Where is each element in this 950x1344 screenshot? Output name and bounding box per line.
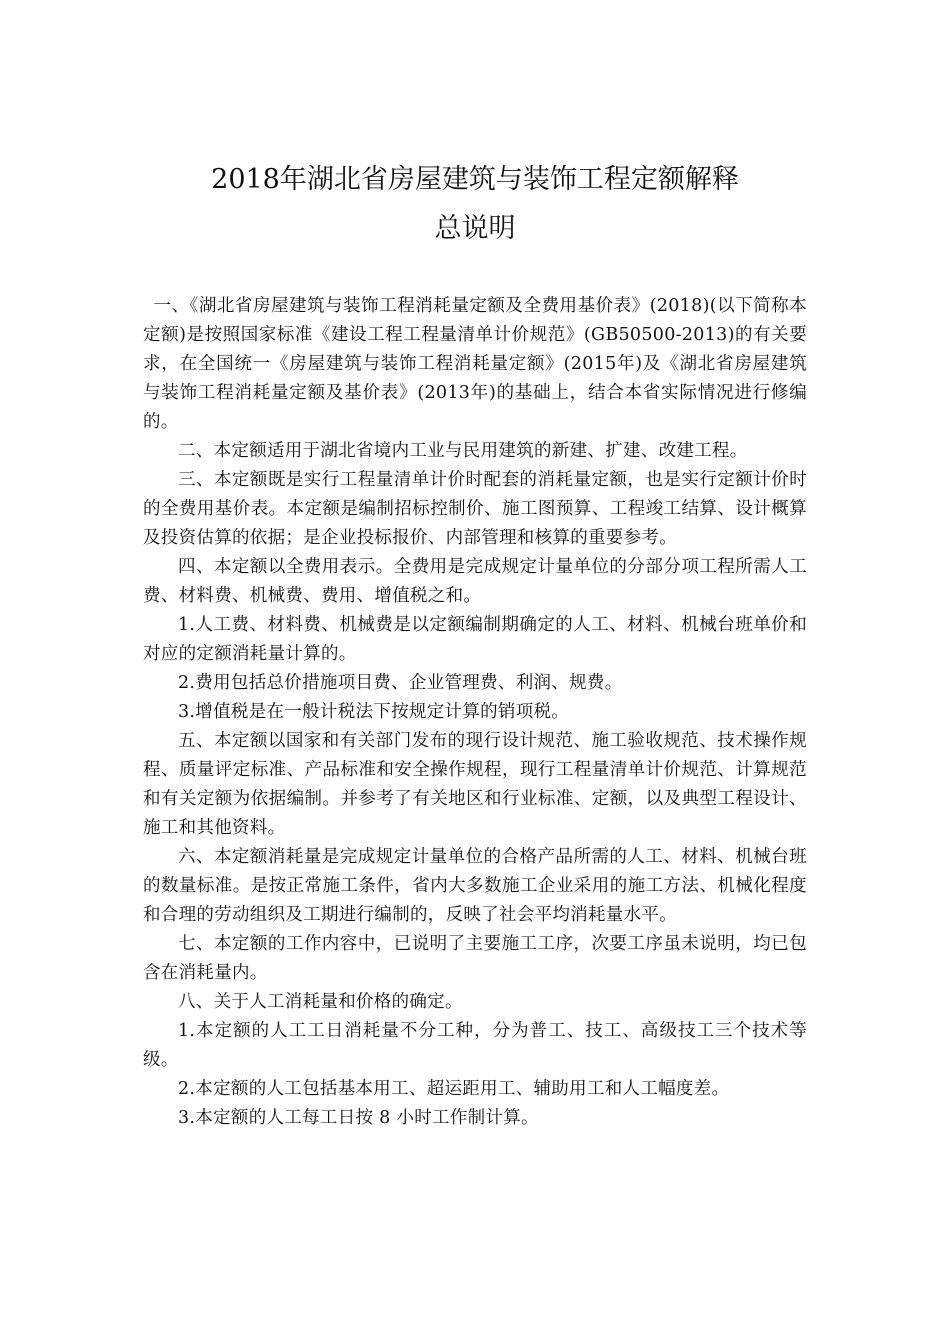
document-title: 2018年湖北省房屋建筑与装饰工程定额解释	[211, 164, 739, 195]
paragraph-4-item-3: 3.增值税是在一般计税法下按规定计算的销项税。	[178, 702, 570, 722]
paragraph-4: 四、本定额以全费用表示。全费用是完成规定计量单位的分部分项工程所需人工费、材料费、机械费、费用、增值税之和。	[143, 557, 807, 606]
paragraph-8-item-2: 2.本定额的人工包括基本用工、超运距用工、辅助用工和人工幅度差。	[178, 1079, 730, 1099]
paragraph-3: 三、本定额既是实行工程量清单计价时配套的消耗量定额，也是实行定额计价时的全费用基价表。本定额是编制招标控制价、施工图预算、工程竣工结算、设计概算及投资估算的依据；是企业投标报价、内部管理和核算的重要参考。	[143, 470, 807, 548]
paragraph-2: 二、本定额适用于湖北省境内工业与民用建筑的新建、扩建、改建工程。	[178, 441, 748, 461]
document-subtitle: 总说明	[434, 213, 516, 244]
paragraph-4-item-2: 2.费用包括总价措施项目费、企业管理费、利润、规费。	[178, 673, 623, 693]
paragraph-8-item-1: 1.本定额的人工工日消耗量不分工种，分为普工、技工、高级技工三个技术等级。	[143, 1021, 807, 1070]
paragraph-1: 一、《湖北省房屋建筑与装饰工程消耗量定额及全费用基价表》(2018)(以下简称本定额)是按照国家标准《建设工程工程量清单计价规范》(GB50500-2013)的有关要求，在全国统一《房屋建筑与装饰工程消耗量定额》(2015年)及《湖北省房屋建筑与装饰工程消耗量定额及基价表》(2013年)的基础上，结合本省实际情况进行修编的。	[143, 296, 807, 432]
document-body	[143, 292, 807, 1133]
paragraph-7: 七、本定额的工作内容中，已说明了主要施工工序，次要工序虽未说明，均已包含在消耗量内。	[143, 934, 807, 983]
paragraph-5: 五、本定额以国家和有关部门发布的现行设计规范、施工验收规范、技术操作规程、质量评定标准、产品标准和安全操作规程，现行工程量清单计价规范、计算规范和有关定额为依据编制。并参考了有关地区和行业标准、定额，以及典型工程设计、施工和其他资料。	[143, 731, 807, 838]
paragraph-8: 八、关于人工消耗量和价格的确定。	[178, 992, 463, 1012]
paragraph-6: 六、本定额消耗量是完成规定计量单位的合格产品所需的人工、材料、机械台班的数量标准。是按正常施工条件，省内大多数施工企业采用的施工方法、机械化程度和合理的劳动组织及工期进行编制的，反映了社会平均消耗量水平。	[143, 847, 807, 925]
paragraph-4-item-1: 1.人工费、材料费、机械费是以定额编制期确定的人工、材料、机械台班单价和对应的定额消耗量计算的。	[143, 615, 807, 664]
paragraph-8-item-3: 3.本定额的人工每工日按 8 小时工作制计算。	[178, 1108, 539, 1128]
